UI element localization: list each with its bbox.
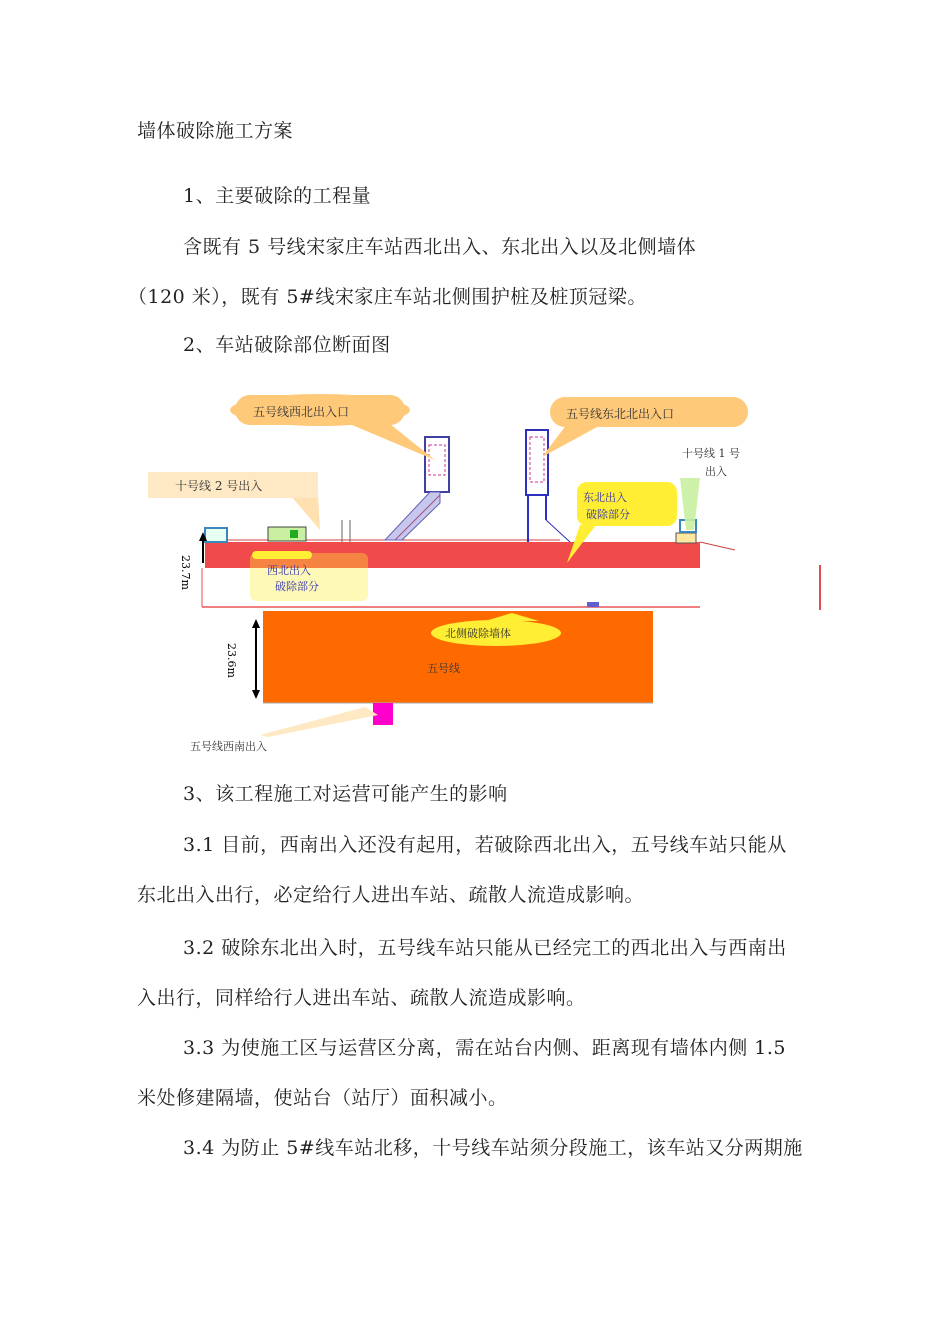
label-sw-exit: 五号线西南出入 — [190, 740, 267, 753]
para-3-3-line-1: 3.3 为使施工区与运营区分离，需在站台内侧、距离现有墙体内侧 1.5 — [183, 1037, 787, 1059]
callout-line10-exit2 — [148, 472, 320, 530]
nw-entrance-structure — [385, 437, 449, 540]
callout-nw-demolish — [250, 551, 368, 601]
dimension-lower — [225, 619, 260, 699]
section-1-paragraph-line-2: （120 米），既有 5#线宋家庄车站北侧围护桩及桩顶冠梁。 — [128, 286, 647, 308]
section-3-heading: 3、该工程施工对运营可能产生的影响 — [183, 783, 508, 805]
station-section-diagram — [140, 385, 840, 760]
para-3-1-line-1: 3.1 目前，西南出入还没有起用，若破除西北出入，五号线车站只能从 — [183, 834, 787, 856]
label-line10-exit1 — [682, 446, 740, 478]
svg-text:23.6m: 23.6m — [225, 643, 238, 678]
svg-text:东北出入: 东北出入 — [583, 491, 627, 504]
svg-text:出入: 出入 — [705, 465, 727, 478]
svg-text:破除部分: 破除部分 — [586, 508, 630, 521]
svg-text:北侧破除墙体: 北侧破除墙体 — [445, 627, 511, 640]
svg-text:五号线西北出入口: 五号线西北出入口 — [253, 405, 350, 419]
callout-nw-entrance — [230, 394, 435, 460]
svg-text:五号线东北北出入口: 五号线东北北出入口 — [566, 407, 675, 421]
svg-text:西北出入: 西北出入 — [267, 564, 311, 577]
svg-text:破除部分: 破除部分 — [275, 580, 319, 593]
section-1-heading: 1、主要破除的工程量 — [183, 185, 372, 207]
label-line5: 五号线 — [427, 662, 460, 675]
para-3-2-line-1: 3.2 破除东北出入时，五号线车站只能从已经完工的西北出入与西南出 — [183, 937, 787, 959]
svg-text:十号线 2 号出入: 十号线 2 号出入 — [175, 479, 263, 493]
section-1-paragraph-line-1: 含既有 5 号线宋家庄车站西北出入、东北出入以及北侧墙体 — [183, 236, 697, 258]
section-2-heading: 2、车站破除部位断面图 — [183, 334, 391, 356]
para-3-2-line-2: 入出行，同样给行人进出车站、疏散人流造成影响。 — [137, 987, 586, 1009]
svg-text:十号线 1 号: 十号线 1 号 — [682, 447, 740, 460]
para-3-4-line-1: 3.4 为防止 5#线车站北移，十号线车站须分段施工，该车站又分两期施 — [183, 1137, 803, 1159]
document-title: 墙体破除施工方案 — [137, 120, 294, 142]
ne-entrance-structure — [526, 430, 570, 542]
para-3-3-line-2: 米处修建隔墙，使站台（站厅）面积减小。 — [137, 1087, 508, 1109]
svg-text:23.7m: 23.7m — [179, 555, 192, 590]
para-3-1-line-2: 东北出入出行，必定给行人进出车站、疏散人流造成影响。 — [137, 884, 645, 906]
